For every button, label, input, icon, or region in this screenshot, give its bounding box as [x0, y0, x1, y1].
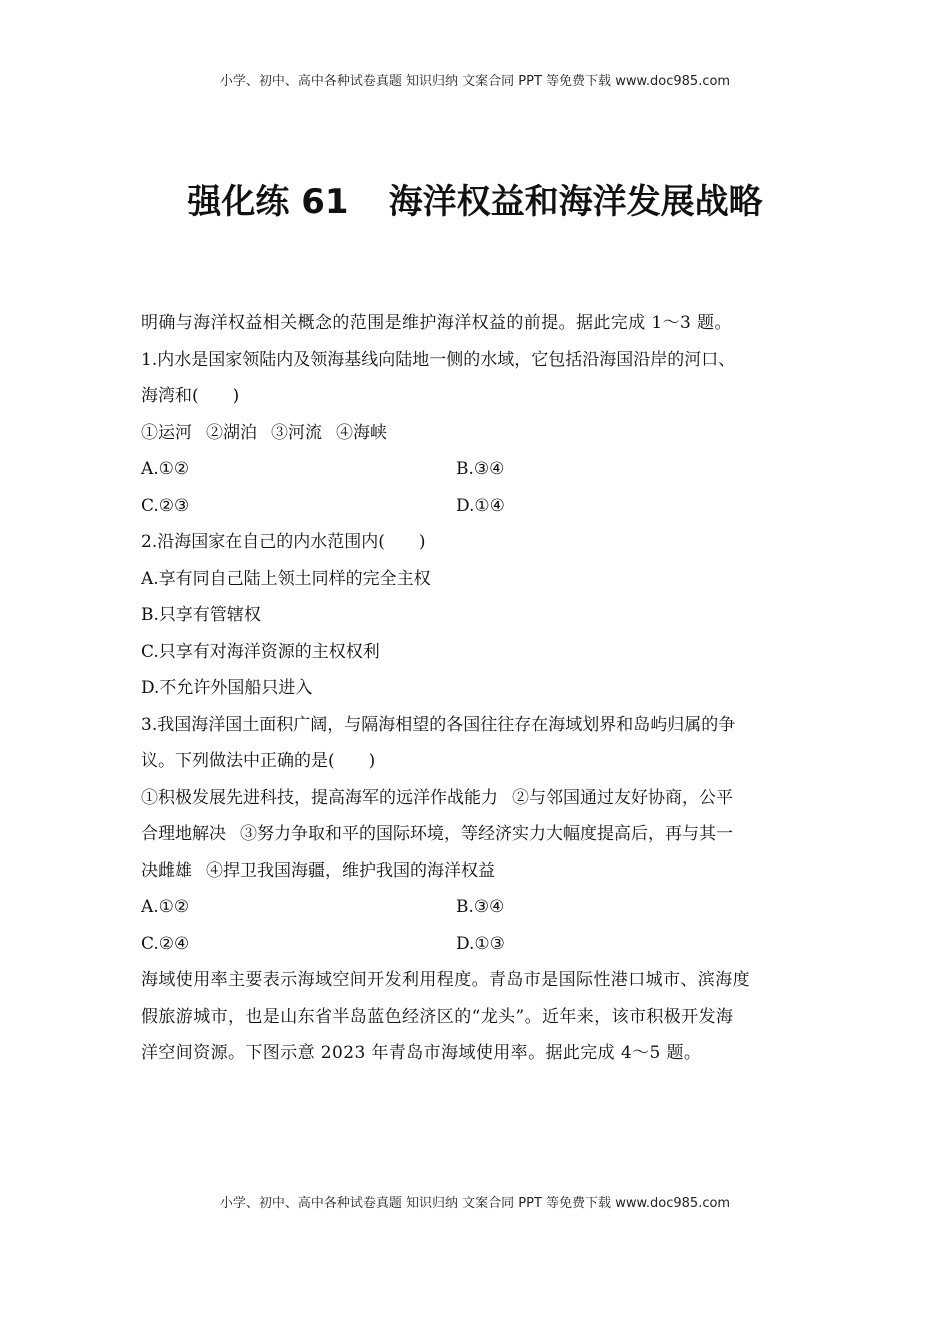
intro-paragraph-2-line3: 洋空间资源。下图示意 2023 年青岛市海域使用率。据此完成 4～5 题。 — [141, 1043, 702, 1063]
q3-item-3-end: 决雌雄 — [141, 860, 192, 881]
q3-stem-line2: 议。下列做法中正确的是( ) — [141, 751, 376, 771]
q3-item-2-end: 合理地解决 — [141, 824, 226, 844]
q2-option-a: A.享有同自己陆上领土同样的完全主权 — [141, 568, 431, 589]
q3-option-b: B.③④ — [456, 897, 505, 917]
q1-option-d: D.①④ — [456, 495, 505, 516]
q1-item: ①运河 — [141, 422, 192, 443]
intro-paragraph-2-line2: 假旅游城市，也是山东省半岛蓝色经济区的“龙头”。近年来，该市积极开发海 — [141, 1006, 734, 1027]
q3-item-1: ①积极发展先进科技，提高海军的远洋作战能力 — [141, 787, 498, 808]
q1-item: ④海峡 — [336, 422, 387, 443]
q1-stem-line1: 1.内水是国家领陆内及领海基线向陆地一侧的水域，它包括沿海国沿岸的河口、 — [141, 349, 736, 370]
q1-stem-line2: 海湾和( ) — [141, 386, 240, 406]
q3-items-line1 — [141, 780, 813, 817]
q2-option-d: D.不允许外国船只进入 — [141, 678, 313, 698]
q3-item-3-start: ③努力争取和平的国际环境，等经济实力大幅度提高后，再与其一 — [240, 824, 733, 844]
intro-paragraph-1: 明确与海洋权益相关概念的范围是维护海洋权益的前提。据此完成 1～3 题。 — [141, 313, 732, 333]
q3-option-c: C.②④ — [141, 933, 190, 954]
title-topic: 海洋权益和海洋发展战略 — [388, 182, 763, 222]
q3-item-2-start: ②与邻国通过友好协商，公平 — [512, 787, 733, 808]
q1-item: ③河流 — [271, 422, 322, 443]
intro-paragraph-2-line1: 海域使用率主要表示海域空间开发利用程度。青岛市是国际性港口城市、滨海度 — [141, 970, 750, 990]
q3-option-d: D.①③ — [456, 933, 505, 954]
q1-option-a: A.①② — [141, 459, 190, 479]
q2-option-b: B.只享有管辖权 — [141, 605, 261, 625]
q3-options-row-1 — [141, 889, 813, 926]
q2-stem: 2.沿海国家在自己的内水范围内( ) — [141, 532, 426, 552]
q1-items — [141, 415, 813, 452]
q1-option-c: C.②③ — [141, 495, 190, 516]
q3-items-line3 — [141, 853, 813, 890]
q1-options-row-2 — [141, 488, 813, 525]
q3-option-a: A.①② — [141, 897, 190, 917]
q3-items-line2 — [141, 816, 813, 853]
q1-item: ②湖泊 — [206, 422, 257, 443]
q2-option-c: C.只享有对海洋资源的主权权利 — [141, 641, 380, 662]
page-title — [0, 174, 950, 223]
title-number: 强化练 61 — [187, 182, 349, 222]
question-content — [141, 305, 813, 1072]
q1-options-row-1 — [141, 451, 813, 488]
q3-stem-line1: 3.我国海洋国土面积广阔，与隔海相望的各国往往存在海域划界和岛屿归属的争 — [141, 714, 736, 735]
page-footer: 小学、初中、高中各种试卷真题 知识归纳 文案合同 PPT 等免费下载 www.doc985.com — [219, 1196, 731, 1211]
page-header: 小学、初中、高中各种试卷真题 知识归纳 文案合同 PPT 等免费下载 www.doc985.com — [219, 74, 731, 89]
q3-options-row-2 — [141, 926, 813, 963]
q1-option-b: B.③④ — [456, 459, 505, 479]
q3-item-4: ④捍卫我国海疆，维护我国的海洋权益 — [206, 860, 495, 881]
